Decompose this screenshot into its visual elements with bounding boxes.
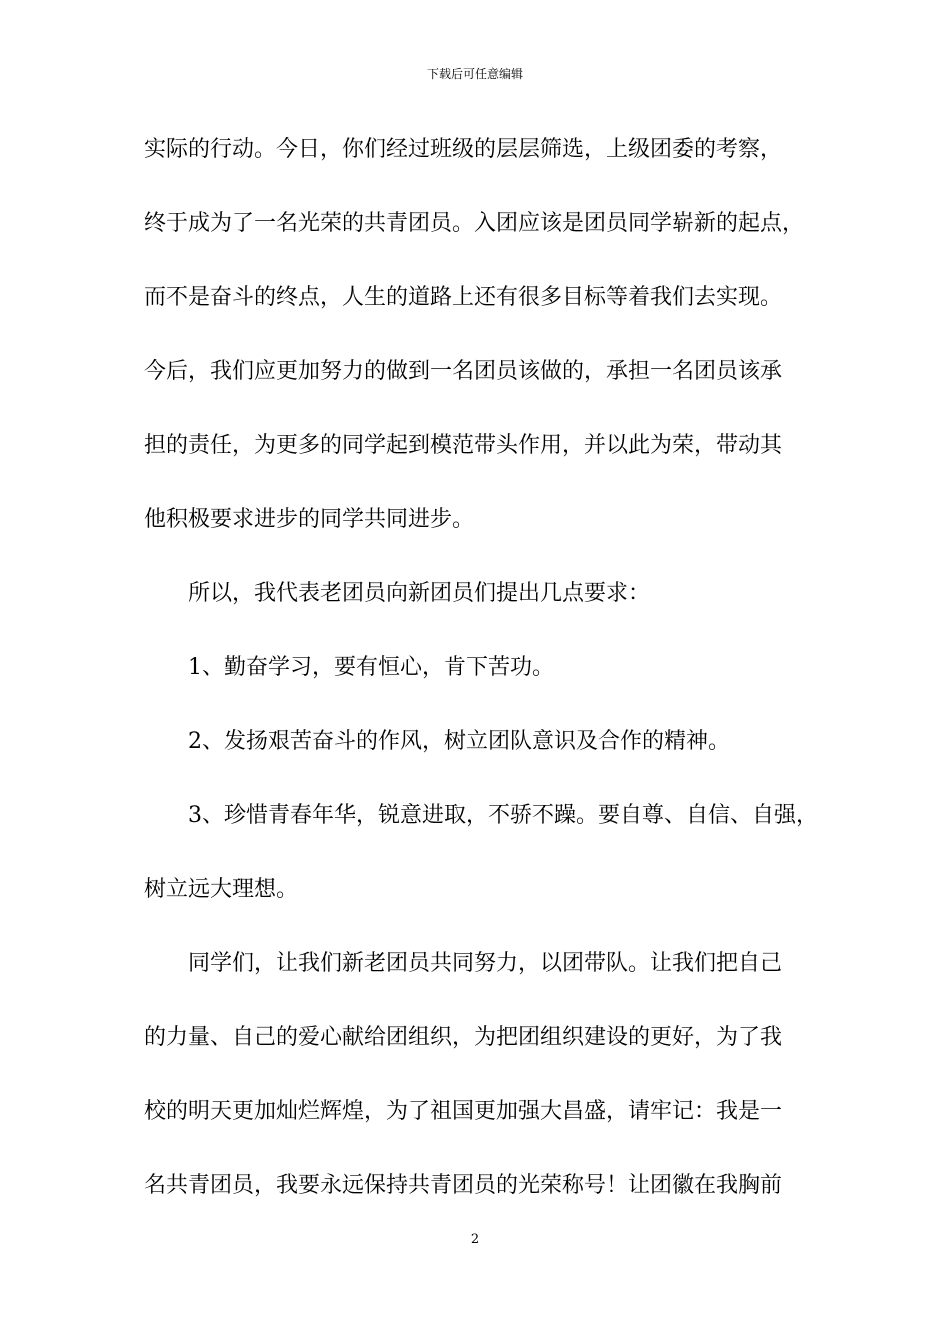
text-line: 名共青团员，我要永远保持共青团员的光荣称号！让团徽在我胸前 bbox=[144, 1173, 783, 1198]
list-item-2: 2、发扬艰苦奋斗的作风，树立团队意识及合作的精神。 bbox=[188, 729, 730, 754]
text-line: 树立远大理想。 bbox=[144, 877, 299, 902]
text-line: 校的明天更加灿烂辉煌，为了祖国更加强大昌盛，请牢记：我是一 bbox=[144, 1099, 783, 1124]
text-line: 今后，我们应更加努力的做到一名团员该做的，承担一名团员该承 bbox=[144, 359, 783, 384]
paragraph-first-line: 同学们，让我们新老团员共同努力，以团带队。让我们把自己 bbox=[188, 951, 783, 976]
text-line: 终于成为了一名光荣的共青团员。入团应该是团员同学崭新的起点， bbox=[144, 211, 805, 236]
page-header: 下载后可任意编辑 bbox=[426, 67, 523, 81]
text-line: 的力量、自己的爱心献给团组织，为把团组织建设的更好，为了我 bbox=[144, 1025, 783, 1050]
page-number: 2 bbox=[470, 1232, 480, 1247]
text-line: 他积极要求进步的同学共同进步。 bbox=[144, 507, 475, 532]
document-body bbox=[144, 128, 824, 1238]
paragraph-first-line: 所以，我代表老团员向新团员们提出几点要求： bbox=[188, 581, 651, 606]
list-item-1: 1、勤奋学习，要有恒心，肯下苦功。 bbox=[188, 655, 554, 680]
text-line: 而不是奋斗的终点，人生的道路上还有很多目标等着我们去实现。 bbox=[144, 285, 783, 310]
text-line: 实际的行动。今日，你们经过班级的层层筛选，上级团委的考察， bbox=[144, 137, 783, 162]
text-line: 担的责任，为更多的同学起到模范带头作用，并以此为荣，带动其 bbox=[144, 433, 783, 458]
list-item-3: 3、珍惜青春年华，锐意进取，不骄不躁。要自尊、自信、自强， bbox=[188, 803, 818, 828]
